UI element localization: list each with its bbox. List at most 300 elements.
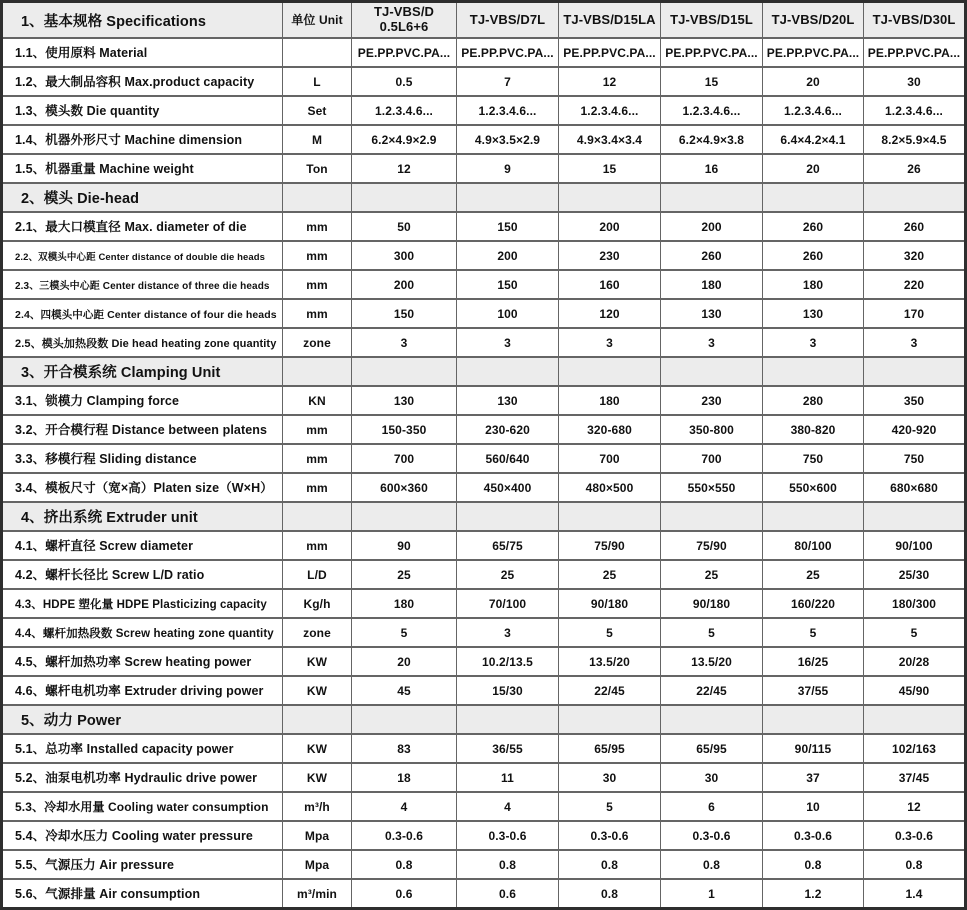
spec-value-cell — [559, 676, 661, 705]
spec-value-cell — [352, 676, 457, 705]
spec-value-cell-text: 22/45 — [594, 683, 625, 698]
spec-value-cell-text: 550×550 — [687, 480, 736, 495]
section-spacer-cell — [864, 357, 966, 386]
spec-row-label-text: 4.5、螺杆加热功率 Screw heating power — [15, 655, 252, 669]
spec-value-cell — [661, 473, 763, 502]
spec-value-cell-text: 75/90 — [594, 538, 625, 553]
spec-value-cell — [352, 618, 457, 647]
spec-value-cell — [661, 299, 763, 328]
spec-value-cell-text: 0.3-0.6 — [488, 828, 527, 843]
spec-value-cell-text: 30 — [602, 770, 617, 785]
spec-value-cell-text: 0.3-0.6 — [692, 828, 731, 843]
section-spacer-cell — [763, 357, 864, 386]
spec-value-cell — [864, 821, 966, 850]
spec-row-label-text: 5.3、冷却水用量 Cooling water consumption — [15, 799, 269, 814]
spec-value-cell-text: 200 — [497, 248, 518, 263]
model-column-header — [457, 2, 559, 39]
spec-value-cell-text: 750 — [802, 451, 824, 466]
spec-value-cell — [763, 531, 864, 560]
spec-row — [2, 734, 966, 763]
spec-value-cell — [661, 618, 763, 647]
spec-value-cell-text: 45 — [397, 683, 411, 698]
spec-value-cell-text: 130 — [393, 393, 415, 408]
spec-row-label — [2, 879, 283, 909]
spec-value-cell — [559, 473, 661, 502]
spec-value-cell-text: 15 — [704, 74, 719, 89]
spec-value-cell-text: 25 — [397, 567, 411, 582]
spec-row-unit — [283, 647, 352, 676]
spec-row-unit — [283, 386, 352, 415]
spec-row-label-text: 2.2、双模头中心距 Center distance of double die heads — [15, 251, 266, 263]
spec-value-cell-text: 150 — [497, 219, 518, 234]
spec-value-cell-text: 3 — [809, 335, 817, 350]
spec-value-cell-text: 25/30 — [898, 567, 930, 582]
spec-row-label — [2, 821, 283, 850]
spec-row-unit-text: Set — [307, 103, 327, 118]
spec-value-cell — [352, 850, 457, 879]
spec-value-cell — [352, 792, 457, 821]
spec-row-unit — [283, 850, 352, 879]
spec-value-cell-text: 12 — [397, 161, 411, 176]
spec-value-cell-text: 26 — [907, 161, 921, 176]
spec-value-cell-text: 1.2.3.4.6... — [784, 103, 842, 118]
spec-value-cell-text: 230-620 — [485, 422, 530, 437]
spec-value-cell — [457, 473, 559, 502]
spec-value-cell-text: 0.3-0.6 — [793, 828, 833, 843]
spec-row — [2, 589, 966, 618]
spec-value-cell-text: 5 — [400, 625, 408, 640]
spec-value-cell — [864, 531, 966, 560]
spec-row-unit-text: KN — [308, 393, 326, 408]
spec-value-cell-text: PE.PP.PVC.PA... — [867, 45, 961, 60]
spec-value-cell-text: 200 — [393, 277, 415, 292]
spec-value-cell — [457, 212, 559, 241]
spec-value-cell-text: 13.5/20 — [691, 654, 732, 669]
spec-value-cell-text: 65/95 — [696, 741, 727, 756]
spec-value-cell — [352, 96, 457, 125]
spec-value-cell — [457, 647, 559, 676]
spec-value-cell-text: 0.8 — [395, 857, 413, 872]
spec-value-cell — [763, 763, 864, 792]
table-title — [2, 2, 283, 39]
spec-value-cell — [457, 589, 559, 618]
model-column-header — [763, 2, 864, 39]
spec-value-cell-text: 5 — [606, 799, 613, 814]
spec-value-cell — [457, 734, 559, 763]
spec-value-cell — [661, 879, 763, 909]
spec-value-cell — [864, 676, 966, 705]
spec-row-label — [2, 792, 283, 821]
section-title-text: 3、开合模系统 Clamping Unit — [21, 365, 221, 381]
spec-value-cell — [661, 444, 763, 473]
spec-value-cell — [864, 560, 966, 589]
spec-row-unit — [283, 821, 352, 850]
spec-value-cell — [352, 879, 457, 909]
spec-value-cell — [763, 444, 864, 473]
spec-value-cell-text: 380-820 — [790, 422, 836, 437]
spec-value-cell-text: 102/163 — [891, 741, 937, 756]
spec-value-cell-text: 1.2.3.4.6... — [478, 103, 537, 118]
spec-row-label — [2, 734, 283, 763]
spec-value-cell-text: 6.2×4.9×3.8 — [678, 132, 745, 147]
spec-row-unit — [283, 531, 352, 560]
spec-row — [2, 821, 966, 850]
section-spacer-cell — [864, 502, 966, 531]
spec-row-label — [2, 473, 283, 502]
spec-value-cell-text: 680×680 — [890, 480, 938, 495]
spec-value-cell-text: 230 — [599, 248, 620, 263]
spec-row-label — [2, 96, 283, 125]
spec-value-cell — [864, 879, 966, 909]
spec-row-unit — [283, 154, 352, 183]
spec-value-cell-text: PE.PP.PVC.PA... — [665, 45, 758, 60]
section-spacer-cell — [661, 183, 763, 212]
spec-row-label — [2, 154, 283, 183]
spec-value-cell-text: 5 — [708, 625, 715, 640]
spec-value-cell — [763, 299, 864, 328]
spec-value-cell — [559, 415, 661, 444]
spec-value-cell — [457, 328, 559, 357]
spec-row-unit — [283, 96, 352, 125]
spec-row-unit-text: M — [311, 132, 323, 147]
spec-value-cell — [352, 67, 457, 96]
spec-value-cell — [661, 241, 763, 270]
spec-value-cell — [763, 154, 864, 183]
spec-value-cell-text: 4.9×3.4×3.4 — [576, 132, 643, 147]
spec-value-cell — [457, 850, 559, 879]
spec-value-cell-text: 37/45 — [898, 770, 930, 785]
spec-row-unit — [283, 473, 352, 502]
section-spacer-cell — [283, 357, 352, 386]
spec-value-cell-text: 150-350 — [381, 422, 427, 437]
spec-value-cell — [864, 850, 966, 879]
spec-value-cell — [661, 67, 763, 96]
spec-value-cell-text: 160/220 — [790, 596, 836, 611]
spec-row-unit-text: zone — [303, 335, 331, 350]
spec-value-cell-text: 5 — [606, 625, 613, 640]
spec-row-label — [2, 415, 283, 444]
model-column-header-text: TJ-VBS/D15L — [670, 12, 753, 27]
spec-value-cell-text: 75/90 — [696, 538, 727, 553]
spec-value-cell — [559, 299, 661, 328]
spec-value-cell — [763, 328, 864, 357]
spec-value-cell-text: 130 — [802, 306, 824, 321]
spec-row — [2, 850, 966, 879]
spec-value-cell — [457, 676, 559, 705]
spec-row — [2, 415, 966, 444]
spec-value-cell — [352, 763, 457, 792]
spec-row-unit-text: mm — [306, 248, 328, 263]
spec-value-cell — [864, 415, 966, 444]
spec-value-cell — [457, 154, 559, 183]
table-header-row — [2, 2, 966, 39]
spec-row-label-text: 4.2、螺杆长径比 Screw L/D ratio — [15, 568, 205, 582]
spec-value-cell — [352, 589, 457, 618]
spec-value-cell — [559, 560, 661, 589]
spec-row — [2, 154, 966, 183]
spec-value-cell — [661, 589, 763, 618]
spec-value-cell — [352, 444, 457, 473]
spec-value-cell — [559, 821, 661, 850]
spec-value-cell-text: 0.6 — [395, 886, 413, 901]
spec-value-cell — [352, 531, 457, 560]
section-spacer-cell — [763, 183, 864, 212]
spec-value-cell — [559, 386, 661, 415]
spec-value-cell-text: 1.4 — [905, 886, 923, 901]
spec-value-cell-text: 150 — [497, 277, 518, 292]
spec-row-label — [2, 676, 283, 705]
spec-row — [2, 67, 966, 96]
spec-value-cell-text: 15/30 — [492, 683, 523, 698]
spec-row-label — [2, 125, 283, 154]
spec-value-cell — [864, 67, 966, 96]
spec-value-cell-text: 25 — [704, 567, 719, 582]
spec-row-label-text: 1.4、机器外形尺寸 Machine dimension — [15, 133, 243, 147]
spec-value-cell-text: 15 — [602, 161, 617, 176]
spec-value-cell — [559, 531, 661, 560]
spec-value-cell-text: 280 — [802, 393, 824, 408]
spec-value-cell-text: 0.8 — [499, 857, 516, 872]
spec-value-cell — [864, 154, 966, 183]
spec-value-cell-text: 25 — [806, 567, 820, 582]
spec-value-cell-text: 5 — [809, 625, 817, 640]
spec-value-cell — [661, 647, 763, 676]
spec-row-label — [2, 38, 283, 67]
spec-value-cell-text: 700 — [393, 451, 415, 466]
spec-value-cell-text: 550×600 — [789, 480, 837, 495]
spec-row-unit — [283, 270, 352, 299]
spec-value-cell — [457, 38, 559, 67]
spec-row-label-text: 5.1、总功率 Installed capacity power — [15, 742, 234, 756]
spec-value-cell — [352, 734, 457, 763]
spec-row-label — [2, 560, 283, 589]
section-spacer-cell — [661, 502, 763, 531]
section-spacer-cell — [352, 183, 457, 212]
spec-value-cell-text: 0.5 — [395, 74, 413, 89]
spec-value-cell — [763, 879, 864, 909]
spec-value-cell-text: 600×360 — [380, 480, 428, 495]
spec-value-cell — [352, 299, 457, 328]
spec-value-cell — [559, 328, 661, 357]
spec-value-cell — [864, 96, 966, 125]
spec-row-label-text: 2.4、四模头中心距 Center distance of four die heads — [15, 308, 277, 321]
spec-row-label — [2, 647, 283, 676]
spec-value-cell-text: 260 — [903, 219, 925, 234]
spec-value-cell-text: 20 — [806, 161, 820, 176]
spec-value-cell-text: 22/45 — [696, 683, 727, 698]
spec-value-cell — [352, 821, 457, 850]
spec-value-cell — [763, 125, 864, 154]
spec-value-cell-text: 80/100 — [794, 538, 832, 553]
spec-row-label — [2, 763, 283, 792]
spec-row — [2, 647, 966, 676]
spec-value-cell — [352, 154, 457, 183]
spec-value-cell-text: 20 — [397, 654, 411, 669]
spec-value-cell — [352, 647, 457, 676]
spec-row-unit-text: Mpa — [304, 828, 330, 843]
spec-value-cell — [352, 38, 457, 67]
spec-row — [2, 618, 966, 647]
spec-row-unit-text: mm — [306, 277, 328, 292]
spec-row-label-text: 4.3、HDPE 塑化量 HDPE Plasticizing capacity — [15, 598, 267, 611]
spec-value-cell-text: 1.2.3.4.6... — [885, 103, 943, 118]
spec-value-cell-text: 25 — [500, 567, 515, 582]
spec-value-cell — [763, 241, 864, 270]
spec-value-cell — [763, 618, 864, 647]
spec-value-cell — [763, 560, 864, 589]
spec-value-cell-text: 160 — [599, 277, 620, 292]
spec-value-cell — [352, 560, 457, 589]
spec-value-cell — [763, 821, 864, 850]
spec-row-unit-text: mm — [306, 219, 328, 234]
spec-value-cell-text: 300 — [393, 248, 415, 263]
spec-value-cell — [763, 850, 864, 879]
spec-value-cell — [352, 125, 457, 154]
model-column-header-text: TJ-VBS/D15LA — [563, 12, 656, 27]
spec-value-cell-text: 200 — [701, 219, 722, 234]
spec-value-cell-text: 90 — [397, 538, 411, 553]
spec-value-cell-text: 90/115 — [794, 741, 832, 756]
spec-value-cell — [559, 879, 661, 909]
spec-row-unit-text: mm — [306, 538, 328, 553]
spec-value-cell-text: 180 — [701, 277, 722, 292]
spec-row-unit-text: zone — [303, 625, 331, 640]
spec-value-cell-text: 0.3-0.6 — [384, 828, 424, 843]
spec-value-cell-text: 20 — [806, 74, 820, 89]
spec-value-cell — [661, 125, 763, 154]
spec-value-cell — [763, 415, 864, 444]
spec-row-label — [2, 444, 283, 473]
spec-value-cell — [559, 792, 661, 821]
spec-value-cell-text: 7 — [504, 74, 511, 89]
spec-value-cell-text: 10 — [806, 799, 820, 814]
spec-value-cell-text: 30 — [704, 770, 719, 785]
spec-value-cell — [559, 212, 661, 241]
spec-value-cell — [559, 96, 661, 125]
spec-value-cell — [352, 328, 457, 357]
spec-value-cell — [864, 618, 966, 647]
spec-value-cell-text: 37/55 — [797, 683, 829, 698]
spec-value-cell — [864, 241, 966, 270]
spec-row-unit — [283, 676, 352, 705]
spec-value-cell — [864, 328, 966, 357]
spec-row-label — [2, 589, 283, 618]
spec-value-cell-text: 700 — [599, 451, 620, 466]
spec-value-cell-text: 230 — [701, 393, 722, 408]
section-spacer-cell — [457, 357, 559, 386]
section-spacer-cell — [559, 502, 661, 531]
spec-value-cell-text: 320 — [903, 248, 925, 263]
spec-value-cell-text: 180 — [393, 596, 415, 611]
section-header-row — [2, 357, 966, 386]
spec-value-cell — [661, 386, 763, 415]
spec-value-cell-text: PE.PP.PVC.PA... — [563, 45, 656, 60]
spec-value-cell-text: 220 — [903, 277, 925, 292]
spec-row — [2, 473, 966, 502]
spec-row-unit — [283, 328, 352, 357]
spec-value-cell — [864, 589, 966, 618]
spec-value-cell-text: 170 — [903, 306, 925, 321]
spec-value-cell — [864, 734, 966, 763]
spec-row-label-text: 1.3、模头数 Die quantity — [15, 104, 160, 118]
spec-row-unit-text: mm — [306, 306, 328, 321]
section-spacer-cell — [352, 502, 457, 531]
spec-value-cell-text: 11 — [501, 770, 514, 785]
spec-value-cell-text: 130 — [701, 306, 722, 321]
spec-value-cell-text: 3 — [504, 335, 511, 350]
spec-value-cell-text: 70/100 — [488, 596, 527, 611]
spec-value-cell-text: 4 — [504, 799, 511, 814]
spec-row-unit — [283, 38, 352, 67]
spec-row-label — [2, 241, 283, 270]
spec-value-cell-text: PE.PP.PVC.PA... — [357, 45, 451, 60]
section-spacer-cell — [457, 502, 559, 531]
spec-row-label — [2, 270, 283, 299]
spec-row-unit-text: mm — [306, 451, 328, 466]
spec-value-cell — [661, 763, 763, 792]
spec-value-cell-text: 12 — [907, 799, 921, 814]
spec-value-cell — [457, 125, 559, 154]
spec-row — [2, 763, 966, 792]
spec-value-cell — [661, 415, 763, 444]
spec-value-cell — [352, 212, 457, 241]
spec-value-cell — [763, 96, 864, 125]
spec-value-cell — [864, 792, 966, 821]
spec-value-cell-text: 90/180 — [590, 596, 629, 611]
spec-row-unit — [283, 618, 352, 647]
section-spacer-cell — [661, 357, 763, 386]
spec-value-cell — [763, 792, 864, 821]
unit-column-header — [283, 2, 352, 39]
spec-value-cell — [763, 386, 864, 415]
spec-value-cell — [559, 850, 661, 879]
spec-row-label — [2, 386, 283, 415]
section-spacer-cell — [763, 502, 864, 531]
spec-value-cell — [457, 531, 559, 560]
spec-row — [2, 270, 966, 299]
spec-row-unit-text: Mpa — [304, 857, 330, 872]
spec-value-cell — [559, 444, 661, 473]
section-title — [2, 357, 283, 386]
spec-value-cell-text: 120 — [599, 306, 620, 321]
spec-value-cell-text: 0.8 — [601, 886, 618, 901]
spec-value-cell — [457, 241, 559, 270]
spec-value-cell — [457, 270, 559, 299]
spec-value-cell-text: 0.8 — [905, 857, 923, 872]
spec-row-unit-text: Kg/h — [303, 596, 331, 611]
model-column-header-text: TJ-VBS/D30L — [872, 12, 956, 27]
spec-value-cell-text: 0.8 — [703, 857, 720, 872]
spec-value-cell — [457, 415, 559, 444]
spec-value-cell-text: 350-800 — [689, 422, 734, 437]
spec-value-cell-text: 130 — [497, 393, 518, 408]
spec-row-label-text: 2.3、三模头中心距 Center distance of three die heads — [15, 280, 270, 292]
spec-row-unit-text: m³/h — [304, 799, 330, 814]
spec-row-label-text: 2.1、最大口模直径 Max. diameter of die — [15, 220, 247, 234]
section-spacer-cell — [864, 183, 966, 212]
section-header-row — [2, 502, 966, 531]
spec-value-cell — [559, 647, 661, 676]
spec-row-unit — [283, 67, 352, 96]
section-spacer-cell — [352, 357, 457, 386]
spec-row-unit-text: Ton — [306, 161, 328, 176]
spec-value-cell-text: 45/90 — [898, 683, 930, 698]
spec-value-cell-text: 0.3-0.6 — [590, 828, 629, 843]
spec-value-cell-text: 700 — [701, 451, 722, 466]
spec-value-cell — [864, 386, 966, 415]
spec-row — [2, 212, 966, 241]
spec-value-cell-text: 20/28 — [898, 654, 930, 669]
